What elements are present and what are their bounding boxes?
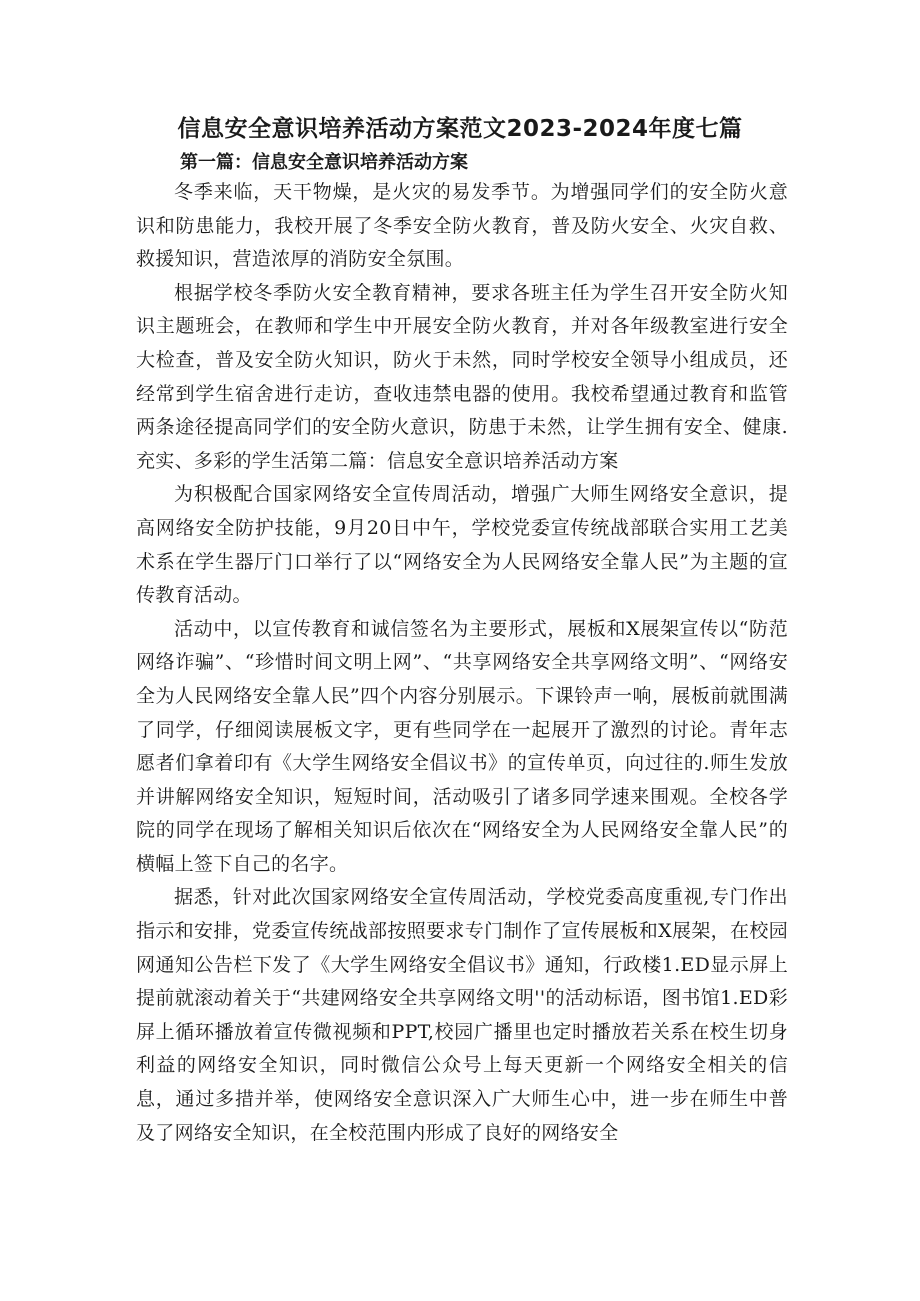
document-body bbox=[136, 176, 788, 1150]
paragraph: 据悉，针对此次国家网络安全宣传周活动，学校党委高度重视,专门作出指示和安排，党委宣传统战部按照要求专门制作了宣传展板和X展架，在校园网通知公告栏下发了《大学生网络安全倡议书》通知，行政楼1.ED显示屏上提前就滚动着关于“共建网络安全共享网络文明''的活动标语，图书馆1.ED彩屏上循环播放着宣传微视频和PPT,校园广播里也定时播放若关系在校生切身利益的网络安全知识，同时微信公众号上每天更新一个网络安全相关的信息，通过多措并举，使网络安全意识深入广大师生心中，进一步在师生中普及了网络安全知识，在全校范围内形成了良好的网络安全 bbox=[136, 886, 788, 1144]
paragraph: 活动中，以宣传教育和诚信签名为主要形式，展板和X展架宣传以“防范网络诈骗”、“珍惜时间文明上网”、“共享网络安全共享网络文明”、“网络安全为人民网络安全靠人民”四个内容分别展示。下课铃声一响，展板前就围满了同学，仔细阅读展板文字，更有些同学在一起展开了激烈的讨论。青年志愿者们拿着印有《大学生网络安全倡议书》的宣传单页，向过往的.师生发放并讲解网络安全知识，短短时间，活动吸引了诸多同学速来围观。全校各学院的同学在现场了解相关知识后依次在“网络安全为人民网络安全靠人民”的横幅上签下自己的名字。 bbox=[136, 617, 788, 875]
document-title: 信息安全意识培养活动方案范文2023-2024年度七篇 bbox=[177, 116, 743, 142]
paragraph: 根据学校冬季防火安全教育精神，要求各班主任为学生召开安全防火知识主题班会，在教师和学生中开展安全防火教育，并对各年级教室进行安全大检查，普及安全防火知识，防火于未然，同时学校安全领导小组成员，还经常到学生宿舍进行走访，查收违禁电器的使用。我校希望通过教育和监管两条途径提高同学们的安全防火意识，防患于未然，让学生拥有安全、健康.充实、多彩的学生活第二篇：信息安全意识培养活动方案 bbox=[136, 281, 788, 472]
paragraph: 为积极配合国家网络安全宣传周活动，增强广大师生网络安全意识，提高网络安全防护技能，9月20日中午，学校党委宣传统战部联合实用工艺美术系在学生器厅门口举行了以“网络安全为人民网络安全靠人民”为主题的宣传教育活动。 bbox=[136, 483, 788, 607]
paragraph: 冬季来临，天干物燥，是火灾的易发季节。为增强同学们的安全防火意识和防患能力，我校开展了冬季安全防火教育，普及防火安全、火灾自救、救援知识，营造浓厚的消防安全氛围。 bbox=[136, 181, 788, 271]
section-heading: 第一篇：信息安全意识培养活动方案 bbox=[180, 152, 468, 173]
